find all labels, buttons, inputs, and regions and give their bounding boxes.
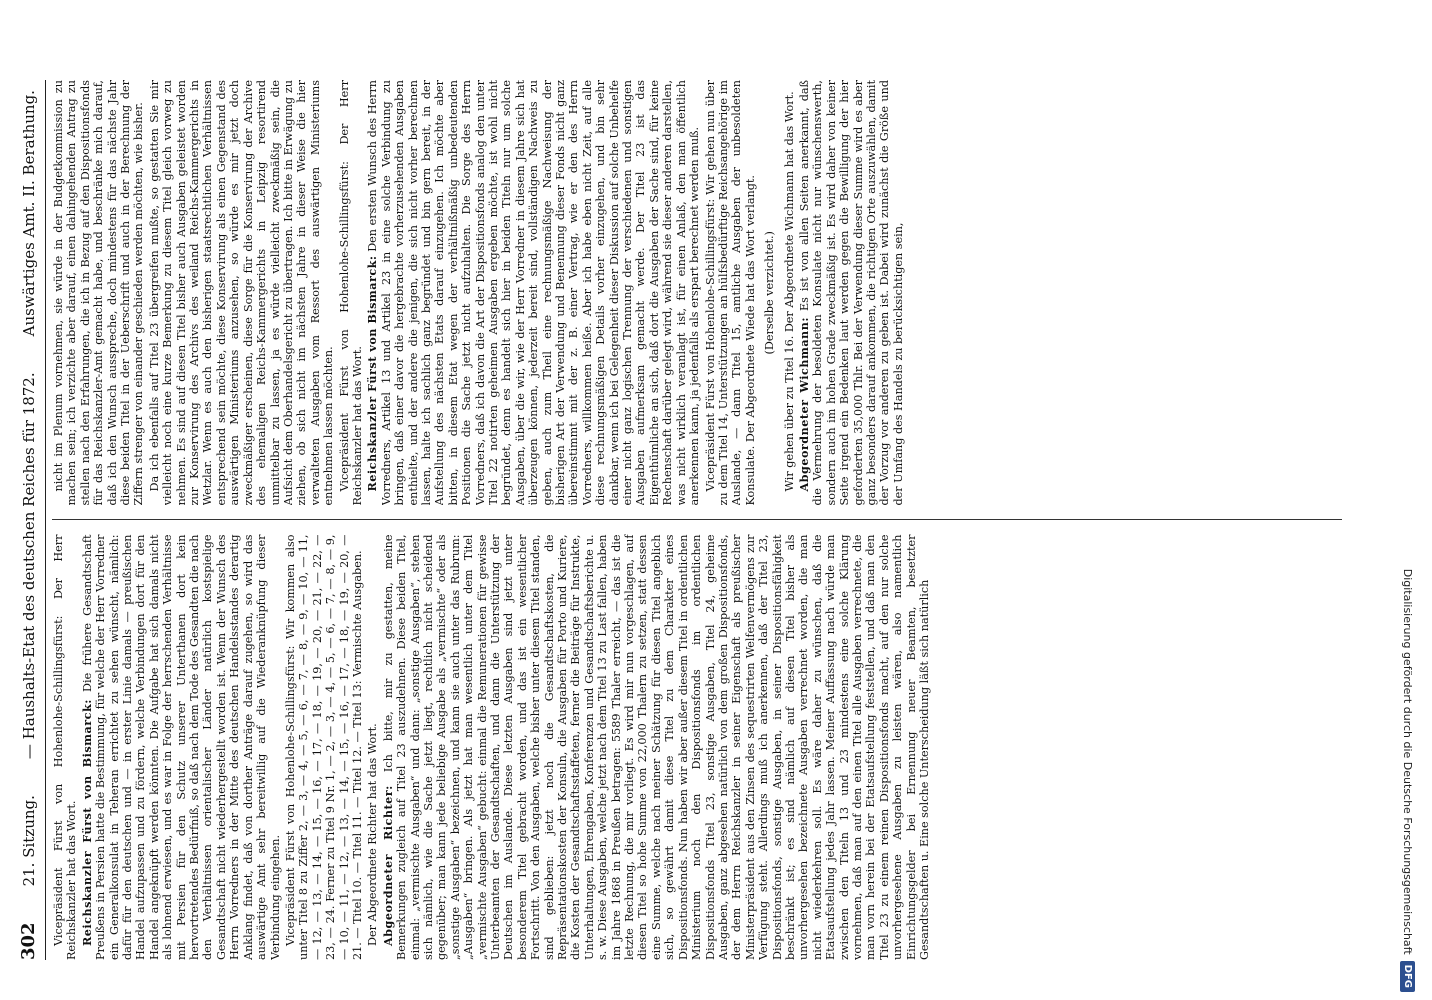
paragraph bbox=[52, 535, 79, 961]
paragraph-text: Ich bitte, mir zu gestatten, meine Bemerkungen zugleich auf Titel 23 auszudehnen. Diese beiden Titel, einmal: „vermischte Ausgaben“ und dann: „sonstige Ausgaben“, stehen sich nämlich, wie die Sache jetzt liegt, rechtlich nicht scheidend gegenüber; man kann jede beliebige Ausgabe als „vermischte“ oder als „sonstige Ausgaben“ bezeichnen, und kann sie auch unter das Rubrum: „Ausgaben“ bringen. Als jetzt hat man wesentlich unter dem Titel „vermischte Ausgaben“ gebucht: einmal die Remunerationen für gewisse Unterbeamten der Gesandtschaften, und dann die Unterstützung der Deutschen im Auslande. Diese letzten Ausgaben sind jetzt unter besonderem Titel gebracht worden, und das ist ein wesentlicher Fortschritt. Von den Ausgaben, welche bisher unter diesem Titel standen, sind geblieben: jetzt noch die Gesandtschaftskosten, die Repräsentationskosten der Konsuln, die Ausgaben für Porto und Kuriere, die Kosten der Gesandtschaftsstaffeten, ferner die Beiträge für Instrukte, Unterhaltungen, Ehrengaben, Konferenzen und Gesandtschaftsberichte u. s. w. Diese Ausgaben, welche jetzt nach dem Titel 13 zu Last fallen, haben im Jahre 1868 in Preußen betragen: 5589 Thaler erreicht, — das ist die letzte Rechnung, die mir vorliegt. Es wird mir nun vorgeschlagen, auf diesen Titel so hohe Summe von 22,000 Thalern zu setzen, statt dessen eine Summe, welche nach meiner Schätzung für diesen Titel angeblich sich, so gewährt damit diese Titel zu dem Charakter eines Dispositionsfonds. Nun haben wir aber außer diesem Titel in ordentlichen Ministerium noch den Dispositionsfonds im ordentlichen Dispositionsfonds Titel 23, sonstige Ausgaben, Titel 24, geheime Ausgaben, ganz abgesehen natürlich von dem großen Dispositionsfonds, der dem Herrn Reichskanzler in seiner Eigenschaft als preußischer Ministerpräsident aus den Zinsen des sequestrirten Welfenvermögens zur Verfügung steht. Allerdings muß ich anerkennen, daß der Titel 23, Dispositionsfonds, sonstige Ausgaben, in seiner Dispositionsfähigkeit beschränkt ist; es sind nämlich auf diesen Titel bisher als unvorhergesehen bezeichnete Ausgaben verrechnet worden, die man nicht wiederkehren soll. Es wäre daher zu wünschen, daß die Etatsaufstellung jedes Jahr lassen. Meiner Auffassung nach würde man zwischen den Titeln 13 und 23 mindestens eine solche Klärung vornehmen, daß man auf den einen Titel alle Ausgaben verrechnete, die man vorn herein bei der Etatsaufstellung feststellen, und daß man den Titel 23 zu einem reinen Dispositionsfonds macht, auf den nur solche unvorhergesehene Ausgaben zu leisten wären, also namentlich Einrichtungsgelder bei Ernennung neuer Beamten, besetzter Gesandtschaften u. Eine solche Unterscheidung läßt sich natürlich bbox=[381, 534, 931, 960]
dfg-logo: DFG bbox=[1401, 961, 1416, 992]
paragraph-text: Die frühere Gesandtschaft Preußens in Persien hatte die Bestimmung, für welche der Herr Vorredner ein Generalkonsulat in Teheran errichtet zu sehen wünscht, nämlich: dafür für den deutschen und — in erster Linie damals — preußischen Handel aufzupassen und zu fördern, welche Verbindungen dort für den Handel angeknüpft werden könnten. Die Aufgabe hat sich damals nicht als lohnend erwiesen, und es war in Folge der herrschenden Verhältnisse mit Persien für den Schutz unserer Unterthanen dort kein hervortretendes Bedürfniß, so daß nach dem Tode des Gesandten die nach den Verhältnissen orientalischer Länder natürlich kostspielige Gesandtschaft nicht wiederhergestellt worden ist. Wenn der Wunsch des Herrn Vorredners in der Mitte des deutschen Handelsstandes derartig Anklang findet, daß von dorther Anträge darauf zugehen, so wird das auswärtige Amt sehr bereitwillig auf die Wiederanknüpfung dieser Verbindung eingehen. bbox=[80, 534, 282, 960]
paragraph-text: Vicepräsident Fürst von Hohenlohe-Schillingsfürst: Wir gehen nun über zu dem Titel 14, Unterstützungen an hülfsbedürftige Reichsangehörige im Auslande, — dann Titel 15, amtliche Ausgaben der unbesoldeten Konsulate. Der Abgeordnete Wiede hat das Wort verlangt. bbox=[703, 80, 757, 506]
speaker-name: Reichskanzler Fürst von Bismarck: bbox=[79, 699, 94, 946]
page-number: 302 bbox=[18, 922, 39, 960]
text-columns bbox=[52, 80, 1342, 960]
page-content bbox=[18, 80, 1398, 960]
column-rule bbox=[52, 520, 1342, 521]
paragraph bbox=[382, 535, 932, 961]
funding-text: Digitalisierung gefördert durch die Deutsche Forschungsgemeinschaft bbox=[1401, 568, 1415, 955]
paragraph bbox=[704, 80, 758, 506]
paragraph bbox=[763, 80, 776, 506]
paragraph bbox=[52, 80, 146, 506]
paragraph-text: Der Abgeordnete Richter hat das Wort. bbox=[366, 723, 380, 946]
paragraph bbox=[148, 80, 336, 506]
left-column bbox=[52, 535, 1342, 961]
running-header bbox=[18, 80, 46, 960]
header-section: Auswärtiges Amt. II. Berathung. bbox=[20, 90, 38, 337]
session-label: 21. Sitzung. bbox=[20, 795, 38, 887]
paragraph bbox=[366, 80, 701, 506]
paragraph-text: Vicepräsident Fürst von Hohenlohe-Schillingsfürst: Der Herr Reichskanzler hat das Wort. bbox=[337, 80, 364, 506]
paragraph bbox=[366, 535, 379, 961]
funding-notice bbox=[1392, 8, 1424, 992]
paragraph-text: Den ersten Wunsch des Herrn Vorredners, Artikel 13 und Artikel 23 in eine solche Verbindung zu bringen, daß einer davor die hergebrachte vorherzusehenden Ausgaben enthielte, und der andere die jenigen, die sich nicht vorher berechnen lassen, halte ich sachlich ganz begründet und bin gern bereit, in der Aufstellung des nächsten Etats darauf einzugehen. Ich möchte aber bitten, in diesem Etat wegen der verhältnißmäßig unbedeutenden Positionen die Sache jetzt nicht aufzuhalten. Die Sorge des Herrn Vorredners, daß ich davon die Art der Dispositionsfonds analog den unter Titel 22 notirten geheimen Ausgaben ergeben möchte, ist wohl nicht begründet, denn es handelt sich hier in beiden Titeln nur um solche Ausgaben, über die wir, wie der Herr Vorredner in diesem Jahre sich hat überzeugen können, jederzeit bereit sind, vollständigen Nachweis zu geben, auch zum Theil eine rechnungsmäßige Nachweisung der bisherigen Art der Verwendung und Benennung dieser Fonds nicht ganz übereinstimmt mit der z. B. einer Vertrag, wie er den des Herrn Vorredners, willkommen heiße. Aber ich habe eben nicht Zeit, auf alle diese rechnungsmäßigen Details vorher einzugehen, und bin sehr dankbar, wenn ich bei Gelegenheit dieser Diskussion auf solche Unbehelfe einer nicht ganz logischen Trennung der verschiedenen und sonstigen Ausgaben aufmerksam gemacht werde. Der Titel 23 ist das Eigenthümliche an sich, daß dort die Ausgaben der Sache sind, für keine Rechenschaft darüber gelegt wird, während sie dieser anderen darstellen, was nicht wirklich veranlagt ist, für einen Anlaß, den man öffentlich anerkennen kann, ja jedenfalls als erspart berechnet werden muß. bbox=[366, 80, 702, 506]
paragraph bbox=[81, 535, 282, 961]
speaker-name: Abgeordneter Richter: bbox=[380, 785, 395, 946]
paragraph-text: (Derselbe verzichtet.) bbox=[763, 231, 777, 355]
speaker-name: Abgeordneter Wichmann: bbox=[796, 317, 811, 492]
right-column bbox=[52, 80, 1342, 506]
paragraph bbox=[783, 80, 796, 506]
speaker-name: Reichskanzler Fürst von Bismarck: bbox=[365, 255, 380, 492]
paragraph bbox=[284, 535, 364, 961]
header-title: — Haushalts-Etat des deutschen Reiches für 1872. bbox=[20, 372, 38, 760]
paragraph-text: Wir gehen über zu Titel 16. Der Abgeordnete Wichmann hat das Wort. bbox=[782, 91, 796, 492]
paragraph-text: Da ich ebenfalls auf Titel 23 übergreifen mußte, so gestatten Sie mir vielleicht noch eine kurze Bemerkung zu diesem Titel gleich vorweg zu nehmen. Es sind auf diesen Titel bisher auch Ausgaben geleistet worden zur Konservirung des Archivs des weiland Reichs-Kammergerichts in Wetzlar. Wenn es auch den bisherigen staatsrechtlichen Verhältnissen entsprechend sein möchte, diese Konservirung als einen Gegenstand des auswärtigen Ministeriums anzusehen, so würde es mir jetzt doch zweckmäßiger erscheinen, diese Sorge für die Konservirung der Archive des ehemaligen Reichs-Kammergerichts in Leipzig resortirend unmittelbar zu lassen, ja es würde vielleicht zweckmäßig sein, die Aufsicht dem Oberhandelsgericht zu übertragen. Ich bitte in Erwägung zu ziehen, ob sich nicht im nächsten Jahre in dieser Weise die hier verwalteten Ausgaben vom Ressort des auswärtigen Ministeriums entnehmen lassen möchten. bbox=[147, 80, 336, 506]
paragraph-text: Vicepräsident Fürst von Hohenlohe-Schillingsfürst: Der Herr Reichskanzler hat das Wort. bbox=[52, 534, 79, 960]
paragraph-text: Es ist von allen Seiten anerkannt, daß die Vermehrung der besoldeten Konsulate nicht nur wünschenswerth, sondern auch im hohen Grade zweckmäßig ist. Es wird daher von keiner Seite irgend ein Bedenken laut werden gegen die Bewilligung der hier geforderten 35,000 Thlr. Bei der Verwendung dieser Summe wird es aber ganz besonders darauf ankommen, die richtigen Orte auszuwählen, damit der Vorzug vor anderen zu geben ist. Dabei wird zunächst die Größe und der Umfang des Handels zu berücksichtigen sein, bbox=[797, 80, 905, 506]
paragraph-text: Vicepräsident Fürst von Hohenlohe-Schillingsfürst: Wir kommen also unter Titel 8 zu Ziffer 2, — 3, — 4, — 5, — 6, — 7, — 8, — 9, — 10, — 11, — 12, — 13, — 14, — 15, — 16, — 17, — 18, — 19, — 20, — 21, — 22, — 23, — 24. Ferner zu Titel 9 Nr. 1, — 2, — 3, — 4, — 5, — 6, — 7, — 8, — 9, — 10, — 11, — 12, — 13, — 14, — 15, — 16, — 17, — 18, — 19, — 20, — 21. — Titel 10. — Titel 11. — Titel 12. — Titel 13: Vermischte Ausgaben. bbox=[283, 534, 364, 960]
paragraph bbox=[338, 80, 365, 506]
paragraph bbox=[798, 80, 905, 506]
paragraph-text: nicht im Plenum vornehmen, sie würde in der Budgetkommission zu machen sein; ich verzichte aber darauf, einen dahingehenden Antrag zu stellen nach den Erfahrungen, die ich in Bezug auf den Dispositionsfonds für das Reichskanzler-Amt gemacht habe, und beschränke mich darauf, daß ich den Wunsch ausspreche, doch mindestens für das nächste Jahr diese beiden Titel in der Ueberschrift und auch in der Berechnung der Ziffern strenger von einander geschieden werden möchten, wie bisher. bbox=[52, 80, 146, 506]
